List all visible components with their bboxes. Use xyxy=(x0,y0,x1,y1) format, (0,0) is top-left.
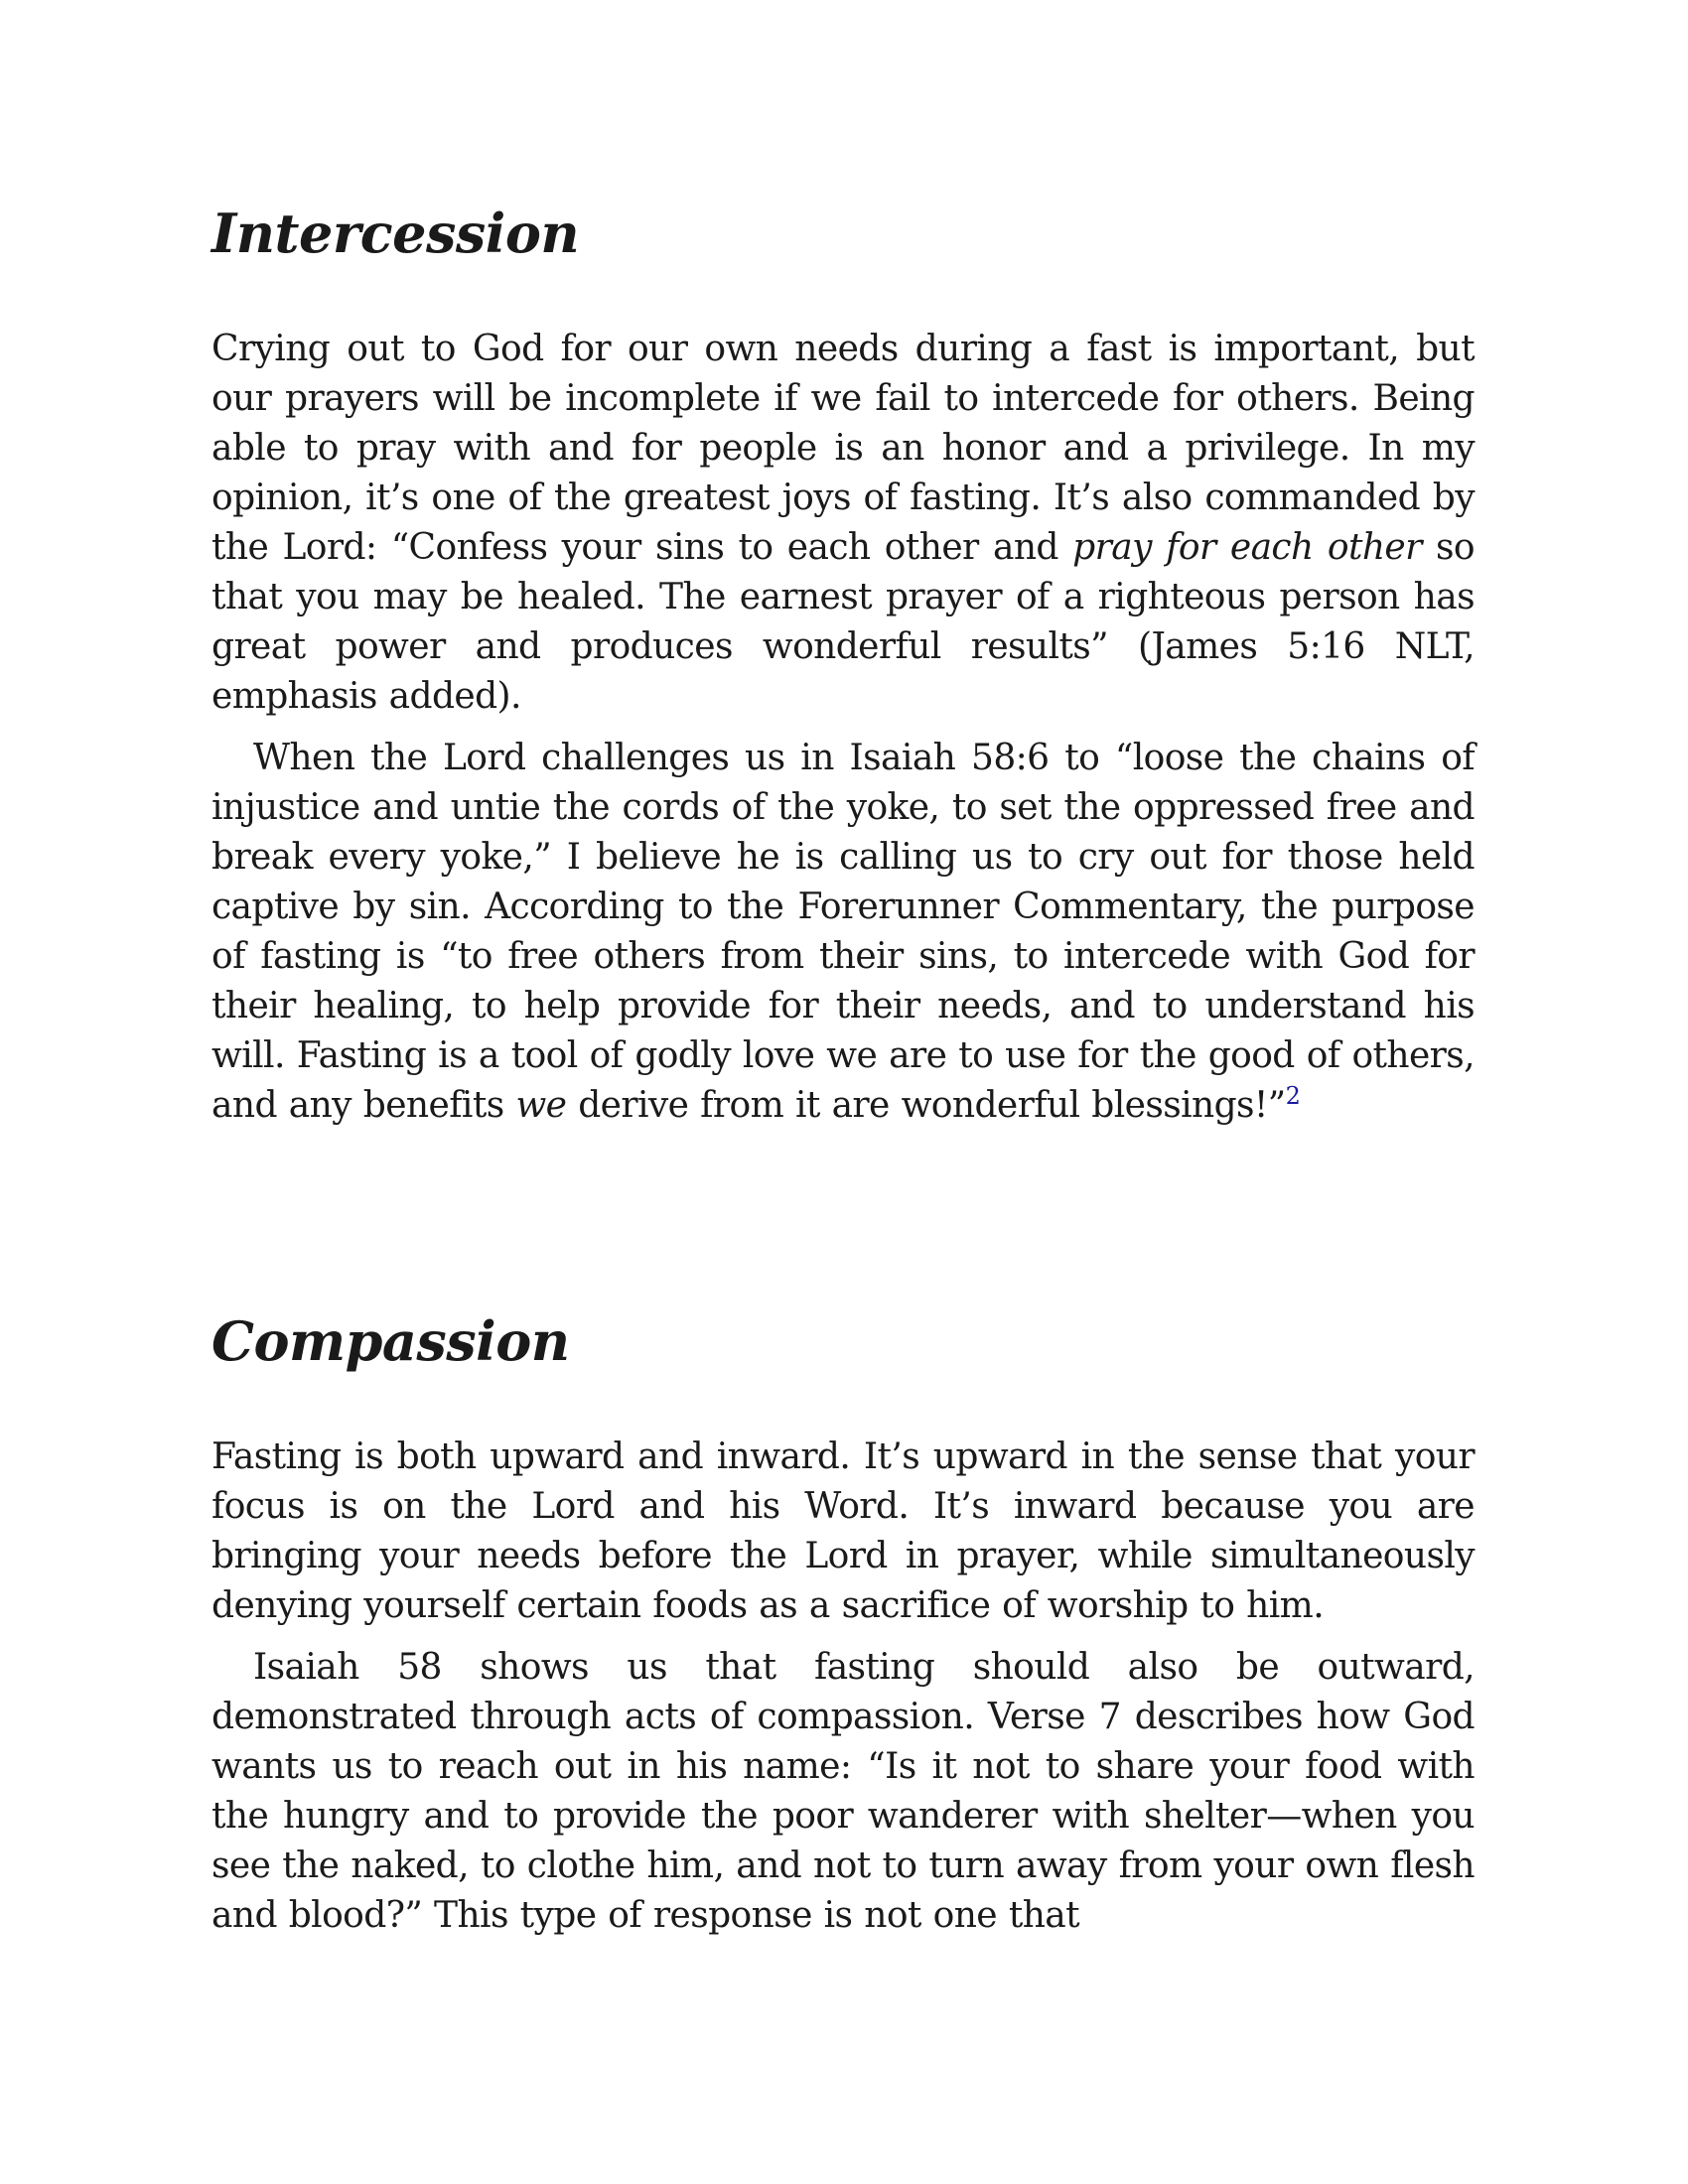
section-intercession-body xyxy=(211,325,1475,1131)
emphasis-text: we xyxy=(515,1085,567,1126)
paragraph: Fasting is both upward and inward. It’s upward in the sense that your focus is on the Lord and his Word. It’s inward because you are bringing your needs before the Lord in prayer, while simultaneously denying yourself certain foods as a sacrifice of worship to him. xyxy=(211,1436,1475,1626)
emphasis-text: pray for each other xyxy=(1072,527,1422,568)
section-heading-intercession: Intercession xyxy=(211,202,580,265)
paragraph-text: When the Lord challenges us in Isaiah 58:6 to “loose the chains of injustice and untie the cords of the yoke, to set the oppressed free and break every yoke,” I believe he is calling us to cry out for those held captive by sin. According to the Forerunner Commentary, the purpose of fasting is “to free others from their sins, to intercede with God for their healing, to help provide for their needs, and to understand his will. Fasting is a tool of godly love we are to use for the good of others, and any benefits xyxy=(211,738,1475,1126)
paragraph-text: so that you may be healed. The earnest prayer of a righteous person has great power and produces wonderful results” (James 5:16 NLT, emphasis added). xyxy=(211,527,1475,717)
paragraph-text: derive from it are wonderful blessings!” xyxy=(566,1085,1286,1126)
footnote-link[interactable]: 2 xyxy=(1285,1082,1301,1110)
section-compassion-body xyxy=(211,1433,1475,1941)
paragraph: Isaiah 58 shows us that fasting should also be outward, demonstrated through acts of compassion. Verse 7 describes how God wants us to reach out in his name: “Is it not to share your food with the hungry and to provide the poor wanderer with shelter—when you see the naked, to clothe him, and not to turn away from your own flesh and blood?” This type of response is not one that xyxy=(211,1647,1475,1936)
paragraph xyxy=(211,734,1475,1131)
paragraph xyxy=(211,325,1475,722)
paragraph-text: Crying out to God for our own needs during a fast is important, but our prayers will be incomplete if we fail to intercede for others. Being able to pray with and for people is an honor and a privilege. In my opinion, it’s one of the greatest joys of fasting. It’s also commanded by the Lord: “Confess your sins to each other and xyxy=(211,329,1475,568)
section-heading-compassion: Compassion xyxy=(211,1309,570,1373)
